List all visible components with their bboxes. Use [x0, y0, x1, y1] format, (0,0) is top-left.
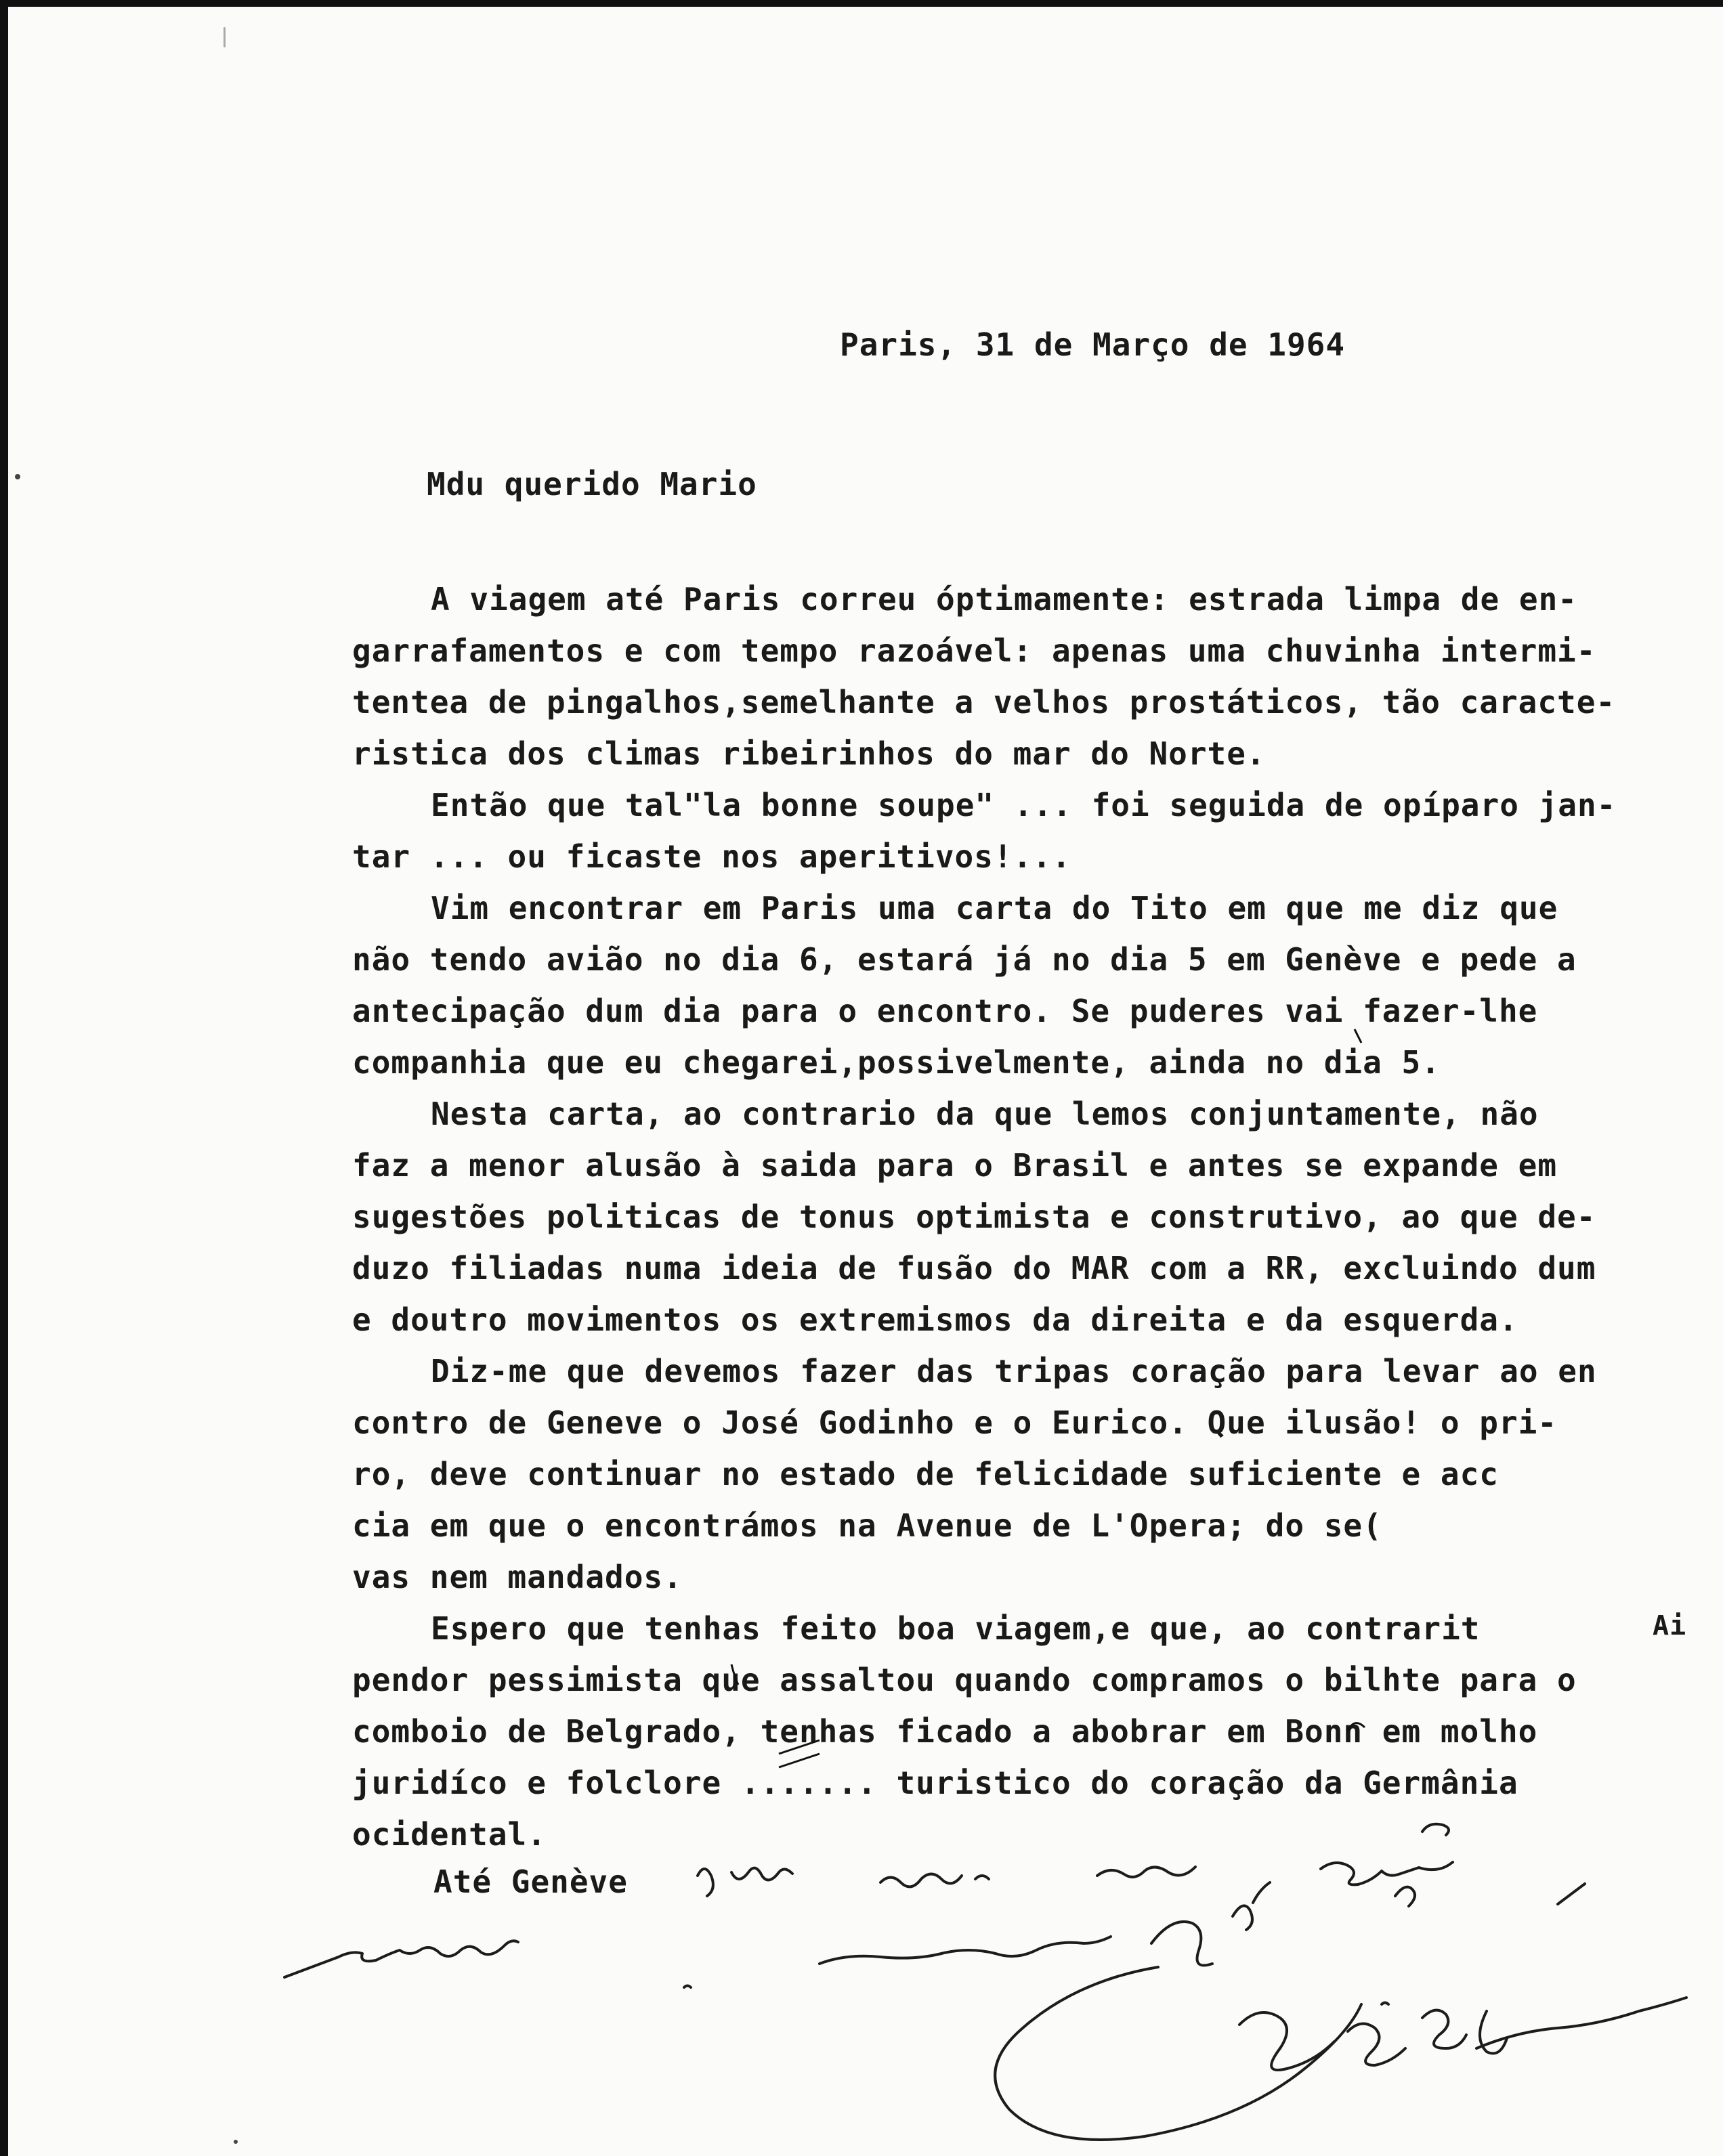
margin-note: Ai: [1653, 1610, 1687, 1641]
letter-line: faz a menor alusão à saida para o Brasil e antes se expande em: [352, 1147, 1558, 1184]
letter-line: cia em que o encontrámos na Avenue de L'Opera; do se(: [352, 1507, 1382, 1544]
salutation: Mdu querido Mario: [427, 466, 757, 502]
letter-line: Espero que tenhas feito boa viagem,e que, ao contrarit: [431, 1610, 1481, 1647]
dateline: Paris, 31 de Março de 1964: [840, 326, 1346, 363]
letter-line: pendor pessimista que assaltou quando compramos o bilhte para o: [352, 1662, 1577, 1698]
letter-line: antecipação dum dia para o encontro. Se puderes vai fazer-lhe: [352, 993, 1538, 1029]
letter-line: vas nem mandados.: [352, 1559, 683, 1595]
letter-line: comboio de Belgrado, tenhas ficado a abobrar em Bonn em molho: [352, 1713, 1538, 1750]
letter-line: Nesta carta, ao contrario da que lemos conjuntamente, não: [431, 1096, 1539, 1132]
letter-line: sugestões politicas de tonus optimista e construtivo, ao que de-: [352, 1199, 1596, 1235]
letter-line: e doutro movimentos os extremismos da direita e da esquerda.: [352, 1301, 1518, 1338]
letter-line: ocidental.: [352, 1816, 547, 1853]
closing: Até Genève: [433, 1863, 628, 1900]
letter-line: companhia que eu chegarei,possivelmente, ainda no dia 5.: [352, 1044, 1441, 1081]
letter-line: Vim encontrar em Paris uma carta do Tito em que me diz que: [431, 890, 1558, 926]
letter-line: Diz-me que devemos fazer das tripas coração para levar ao en: [431, 1353, 1597, 1389]
letter-line: ristica dos climas ribeirinhos do mar do Norte.: [352, 735, 1266, 772]
letter-line: duzo filiadas numa ideia de fusão do MAR com a RR, excluindo dum: [352, 1250, 1596, 1287]
letter-line: tar ... ou ficaste nos aperitivos!...: [352, 838, 1071, 875]
letter-line: juridíco e folclore ....... turistico do coração da Germânia: [352, 1765, 1518, 1801]
letter-line: garrafamentos e com tempo razoável: apenas uma chuvinha intermi-: [352, 632, 1596, 669]
letter-line: não tendo avião no dia 6, estará já no dia 5 em Genève e pede a: [352, 941, 1577, 978]
letter-line: Então que tal"la bonne soupe" ... foi seguida de opíparo jan-: [431, 787, 1617, 823]
letter-line: A viagem até Paris correu óptimamente: estrada limpa de en-: [431, 581, 1577, 618]
letter-line: tentea de pingalhos,semelhante a velhos prostáticos, tão caracte-: [352, 684, 1616, 720]
letter-line: ro, deve continuar no estado de felicidade suficiente e acc: [352, 1456, 1499, 1492]
letter-line: contro de Geneve o José Godinho e o Eurico. Que ilusão! o pri-: [352, 1404, 1558, 1441]
